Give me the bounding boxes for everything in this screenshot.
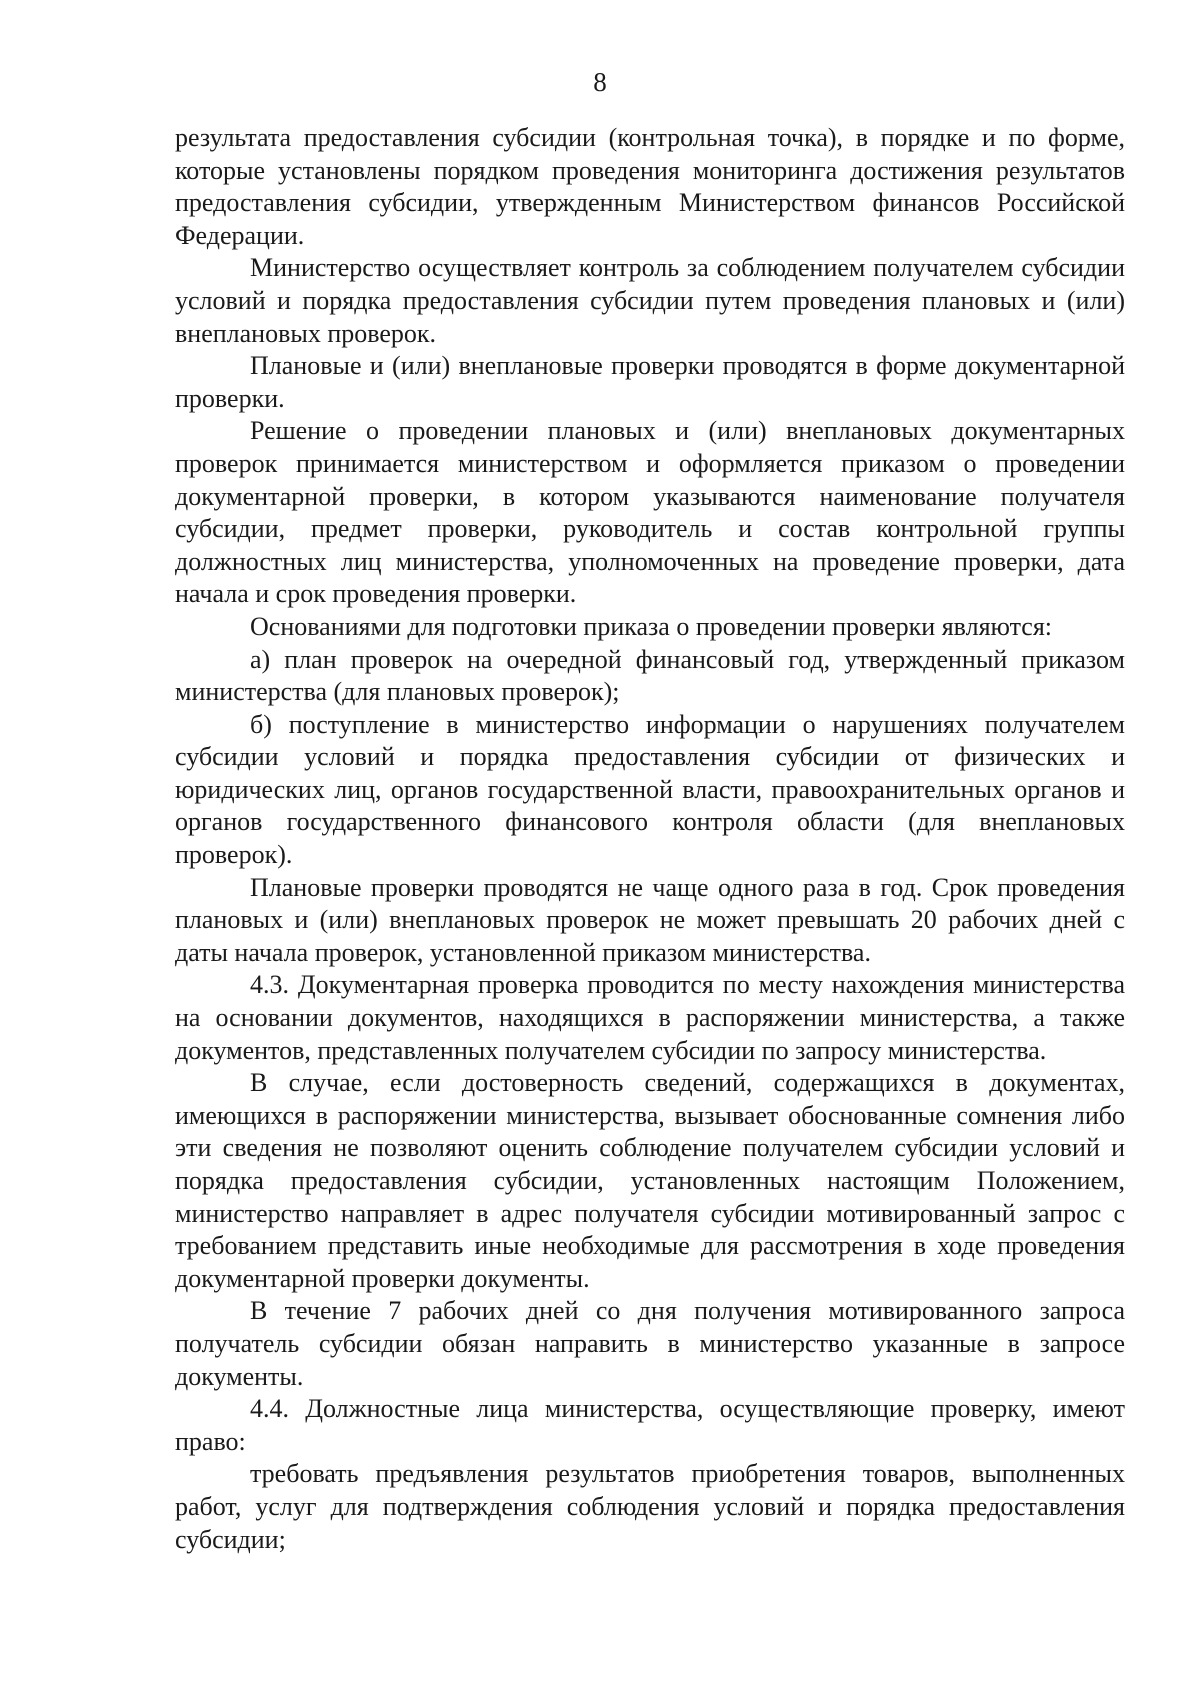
paragraph-right-to-demand: требовать предъявления результатов приобретения товаров, выполненных работ, услуг для подтверждения соблюдения условий и порядка предоставления субсидии; bbox=[175, 1459, 1125, 1554]
paragraph-response-deadline: В течение 7 рабочих дней со дня получения мотивированного запроса получатель субсидии обязан направить в министерство указанные в запросе документы. bbox=[175, 1296, 1125, 1391]
paragraph-inspection-frequency: Плановые проверки проводятся не чаще одного раза в год. Срок проведения плановых и (или) внеплановых проверок не может превышать 20 рабочих дней с даты начала проверок, установленной приказом министерства. bbox=[175, 872, 1125, 967]
paragraph-continuation: результата предоставления субсидии (контрольная точка), в порядке и по форме, которые установлены порядком проведения мониторинга достижения результатов предоставления субсидии, утвержденным Министерством финансов Российской Федерации. bbox=[175, 123, 1125, 250]
document-body bbox=[175, 122, 1125, 1556]
paragraph-section-4-4: 4.4. Должностные лица министерства, осуществляющие проверку, имеют право: bbox=[175, 1394, 1125, 1456]
paragraph-doubtful-info: В случае, если достоверность сведений, содержащихся в документах, имеющихся в распоряжении министерства, вызывает обоснованные сомнения либо эти сведения не позволяют оценить соблюдение получателем субсидии условий и порядка предоставления субсидии, установленных настоящим Положением, министерство направляет в адрес получателя субсидии мотивированный запрос с требованием представить иные необходимые для рассмотрения в ходе проведения документарной проверки документы. bbox=[175, 1068, 1125, 1293]
paragraph-inspection-form: Плановые и (или) внеплановые проверки проводятся в форме документарной проверки. bbox=[175, 351, 1125, 413]
paragraph-ground-a: а) план проверок на очередной финансовый год, утвержденный приказом министерства (для плановых проверок); bbox=[175, 644, 1125, 707]
paragraph-section-4-3: 4.3. Документарная проверка проводится по месту нахождения министерства на основании документов, находящихся в распоряжении министерства, а также документов, представленных получателем субсидии по запросу министерства. bbox=[175, 970, 1125, 1065]
paragraph-grounds-intro: Основаниями для подготовки приказа о проведении проверки являются: bbox=[250, 611, 1053, 641]
paragraph-ground-b: б) поступление в министерство информации о нарушениях получателем субсидии условий и порядка предоставления субсидии от физических и юридических лиц, органов государственной власти, правоохранительных органов и органов государственного финансового контроля области (для внеплановых проверок). bbox=[175, 709, 1125, 870]
paragraph-inspection-decision: Решение о проведении плановых и (или) внеплановых документарных проверок принимается министерством и оформляется приказом о проведении документарной проверки, в котором указываются наименование получателя субсидии, предмет проверки, руководитель и состав контрольной группы должностных лиц министерства, уполномоченных на проведение проверки, дата начала и срок проведения проверки. bbox=[175, 416, 1125, 609]
paragraph-ministry-control: Министерство осуществляет контроль за соблюдением получателем субсидии условий и порядка предоставления субсидии путем проведения плановых и (или) внеплановых проверок. bbox=[175, 253, 1125, 348]
page-number: 8 bbox=[593, 67, 607, 97]
